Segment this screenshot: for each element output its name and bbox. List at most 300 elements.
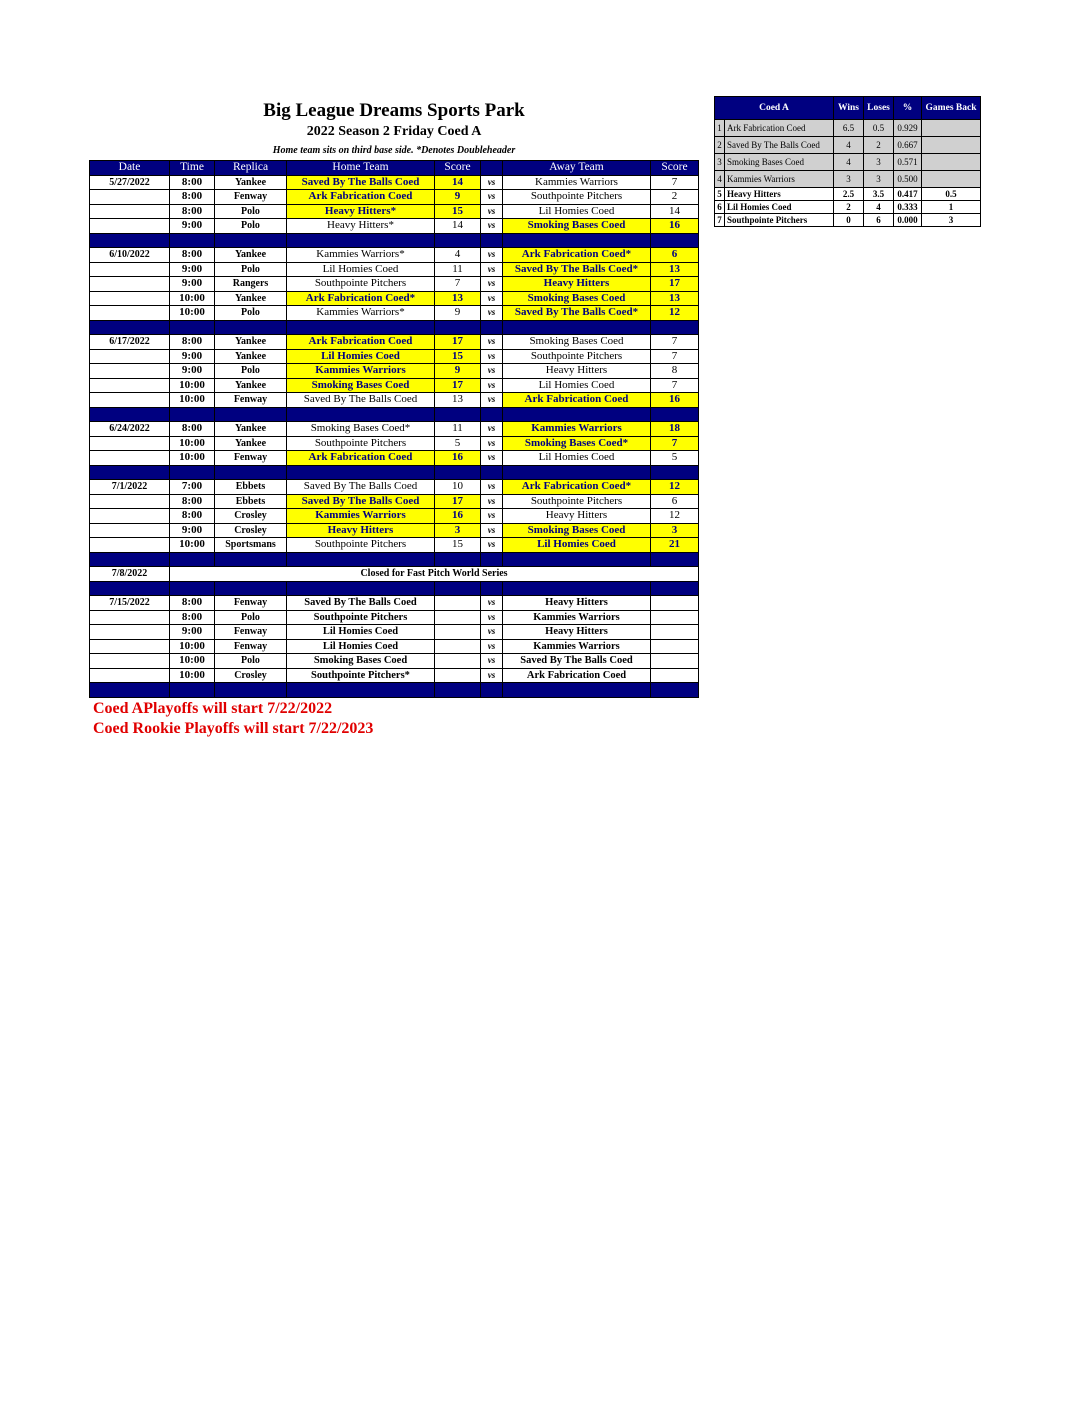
away-team: Lil Homies Coed [503, 378, 651, 393]
game-row [90, 335, 699, 350]
standings-games-back [922, 171, 981, 188]
away-score: 18 [651, 422, 699, 437]
game-date: 5/27/2022 [90, 175, 170, 190]
game-time: 10:00 [170, 393, 215, 408]
away-score: 13 [651, 262, 699, 277]
away-score: 7 [651, 378, 699, 393]
standings-loses: 3.5 [864, 188, 894, 201]
home-team: Lil Homies Coed [287, 625, 435, 640]
separator-cell [287, 233, 435, 248]
playoff-notice-coed-rookie: Coed Rookie Playoffs will start 7/22/2023 [93, 720, 374, 737]
upcoming-game-row [90, 668, 699, 683]
separator-cell [215, 407, 287, 422]
game-time: 10:00 [170, 538, 215, 553]
standings-header-loses: Loses [864, 97, 894, 120]
away-score: 16 [651, 219, 699, 234]
standings-wins: 4 [834, 154, 864, 171]
game-time: 8:00 [170, 335, 215, 350]
home-score: 14 [435, 219, 481, 234]
away-score: 3 [651, 523, 699, 538]
vs-label: vs [481, 480, 503, 495]
away-score: 6 [651, 248, 699, 263]
separator-cell [651, 465, 699, 480]
home-score: 10 [435, 480, 481, 495]
home-score: 16 [435, 509, 481, 524]
standings-games-back [922, 154, 981, 171]
vs-label: vs [481, 277, 503, 292]
separator-cell [481, 320, 503, 335]
vs-label: vs [481, 494, 503, 509]
separator-cell [651, 552, 699, 567]
home-team: Southpointe Pitchers [287, 610, 435, 625]
separator-cell [215, 552, 287, 567]
game-time: 9:00 [170, 349, 215, 364]
vs-label: vs [481, 393, 503, 408]
separator-cell [503, 683, 651, 698]
home-score [435, 668, 481, 683]
game-date [90, 277, 170, 292]
vs-label: vs [481, 291, 503, 306]
game-row [90, 480, 699, 495]
col-header-away-score: Score [651, 161, 699, 176]
home-team: Kammies Warriors* [287, 306, 435, 321]
game-date: 6/17/2022 [90, 335, 170, 350]
closed-row [90, 567, 699, 582]
standings-row [715, 201, 981, 214]
vs-label: vs [481, 219, 503, 234]
game-date [90, 219, 170, 234]
standings-row [715, 188, 981, 201]
game-time: 9:00 [170, 523, 215, 538]
away-team: Ark Fabrication Coed* [503, 480, 651, 495]
standings-games-back: 0.5 [922, 188, 981, 201]
away-score: 17 [651, 277, 699, 292]
separator-cell [215, 683, 287, 698]
game-date: 7/1/2022 [90, 480, 170, 495]
separator-cell [287, 320, 435, 335]
away-score: 8 [651, 364, 699, 379]
vs-label: vs [481, 364, 503, 379]
playoff-notice-coed-a: Coed APlayoffs will start 7/22/2022 [93, 700, 333, 717]
away-team: Heavy Hitters [503, 509, 651, 524]
home-score: 13 [435, 291, 481, 306]
game-replica-field: Yankee [215, 422, 287, 437]
game-row [90, 378, 699, 393]
home-score [435, 596, 481, 611]
standings-games-back [922, 120, 981, 137]
game-date [90, 364, 170, 379]
standings-rank: 3 [715, 154, 725, 171]
game-replica-field: Crosley [215, 668, 287, 683]
col-header-date: Date [90, 161, 170, 176]
separator-cell [90, 320, 170, 335]
standings-team: Lil Homies Coed [725, 201, 834, 214]
game-replica-field: Polo [215, 262, 287, 277]
home-score [435, 639, 481, 654]
standings-table [714, 96, 981, 227]
game-date [90, 262, 170, 277]
game-date [90, 393, 170, 408]
home-team: Heavy Hitters* [287, 204, 435, 219]
game-replica-field: Yankee [215, 248, 287, 263]
closed-date: 7/8/2022 [90, 567, 170, 582]
game-time: 8:00 [170, 204, 215, 219]
standings-loses: 6 [864, 214, 894, 227]
home-team: Lil Homies Coed [287, 349, 435, 364]
home-team: Saved By The Balls Coed [287, 596, 435, 611]
home-score: 17 [435, 335, 481, 350]
home-team: Smoking Bases Coed* [287, 422, 435, 437]
standings-wins: 2.5 [834, 188, 864, 201]
game-date [90, 523, 170, 538]
game-replica-field: Yankee [215, 436, 287, 451]
away-score: 13 [651, 291, 699, 306]
separator-cell [481, 407, 503, 422]
game-time: 10:00 [170, 654, 215, 669]
game-date [90, 668, 170, 683]
separator-cell [481, 683, 503, 698]
home-team: Smoking Bases Coed [287, 378, 435, 393]
vs-label: vs [481, 538, 503, 553]
upcoming-game-row [90, 639, 699, 654]
away-team: Smoking Bases Coed* [503, 436, 651, 451]
schedule-body [90, 175, 699, 697]
game-replica-field: Crosley [215, 509, 287, 524]
away-score: 7 [651, 436, 699, 451]
separator-cell [287, 581, 435, 596]
standings-pct: 0.333 [894, 201, 922, 214]
week-separator-row [90, 233, 699, 248]
game-replica-field: Fenway [215, 625, 287, 640]
game-time: 10:00 [170, 668, 215, 683]
home-score [435, 654, 481, 669]
separator-cell [651, 233, 699, 248]
game-time: 10:00 [170, 436, 215, 451]
separator-cell [651, 407, 699, 422]
away-score [651, 610, 699, 625]
home-team: Heavy Hitters [287, 523, 435, 538]
home-team: Lil Homies Coed [287, 262, 435, 277]
upcoming-game-row [90, 596, 699, 611]
game-replica-field: Fenway [215, 393, 287, 408]
away-score: 7 [651, 335, 699, 350]
game-row [90, 219, 699, 234]
game-replica-field: Yankee [215, 335, 287, 350]
home-score: 17 [435, 378, 481, 393]
away-team: Heavy Hitters [503, 364, 651, 379]
schedule-table [89, 160, 699, 698]
home-team: Kammies Warriors [287, 509, 435, 524]
week-separator-row [90, 552, 699, 567]
week-separator-row [90, 320, 699, 335]
separator-cell [435, 581, 481, 596]
week-separator-row [90, 465, 699, 480]
game-time: 8:00 [170, 248, 215, 263]
away-score: 2 [651, 190, 699, 205]
game-time: 9:00 [170, 219, 215, 234]
away-team: Heavy Hitters [503, 625, 651, 640]
home-team: Southpointe Pitchers [287, 277, 435, 292]
game-row [90, 175, 699, 190]
separator-cell [435, 320, 481, 335]
away-team: Southpointe Pitchers [503, 190, 651, 205]
standings-team: Saved By The Balls Coed [725, 137, 834, 154]
game-row [90, 277, 699, 292]
separator-cell [90, 465, 170, 480]
game-row [90, 451, 699, 466]
standings-loses: 3 [864, 154, 894, 171]
game-time: 8:00 [170, 422, 215, 437]
separator-cell [215, 581, 287, 596]
game-date [90, 451, 170, 466]
separator-cell [170, 465, 215, 480]
standings-rank: 2 [715, 137, 725, 154]
week-separator-row [90, 407, 699, 422]
away-team: Kammies Warriors [503, 175, 651, 190]
vs-label: vs [481, 509, 503, 524]
away-team: Heavy Hitters [503, 596, 651, 611]
away-team: Smoking Bases Coed [503, 335, 651, 350]
standings-rank: 7 [715, 214, 725, 227]
home-score: 9 [435, 306, 481, 321]
home-team: Smoking Bases Coed [287, 654, 435, 669]
separator-cell [287, 552, 435, 567]
game-row [90, 190, 699, 205]
standings-pct: 0.417 [894, 188, 922, 201]
col-header-home-team: Home Team [287, 161, 435, 176]
col-header-time: Time [170, 161, 215, 176]
game-row [90, 523, 699, 538]
away-score [651, 625, 699, 640]
game-row [90, 364, 699, 379]
game-date [90, 204, 170, 219]
game-time: 7:00 [170, 480, 215, 495]
home-score [435, 625, 481, 640]
vs-label: vs [481, 349, 503, 364]
away-score [651, 668, 699, 683]
standings-row [715, 214, 981, 227]
game-row [90, 422, 699, 437]
away-team: Ark Fabrication Coed [503, 393, 651, 408]
standings-loses: 0.5 [864, 120, 894, 137]
page-title: Big League Dreams Sports Park [263, 100, 525, 121]
standings-header-row [715, 97, 981, 120]
standings-header-division: Coed A [715, 97, 834, 120]
game-row [90, 436, 699, 451]
game-date [90, 291, 170, 306]
game-time: 10:00 [170, 306, 215, 321]
game-time: 8:00 [170, 494, 215, 509]
upcoming-game-row [90, 610, 699, 625]
standings-pct: 0.000 [894, 214, 922, 227]
vs-label: vs [481, 625, 503, 640]
home-team: Ark Fabrication Coed [287, 190, 435, 205]
separator-cell [170, 320, 215, 335]
standings-loses: 3 [864, 171, 894, 188]
separator-cell [435, 465, 481, 480]
game-time: 9:00 [170, 277, 215, 292]
home-team: Southpointe Pitchers [287, 436, 435, 451]
game-time: 10:00 [170, 451, 215, 466]
separator-cell [435, 233, 481, 248]
game-date [90, 349, 170, 364]
page-subtitle: 2022 Season 2 Friday Coed A [306, 124, 482, 139]
game-date: 7/15/2022 [90, 596, 170, 611]
schedule-header-row [90, 161, 699, 176]
separator-cell [215, 465, 287, 480]
standings-row [715, 154, 981, 171]
game-replica-field: Fenway [215, 639, 287, 654]
standings-header-pct: % [894, 97, 922, 120]
game-time: 10:00 [170, 291, 215, 306]
separator-cell [90, 581, 170, 596]
upcoming-game-row [90, 625, 699, 640]
game-date [90, 509, 170, 524]
standings-loses: 2 [864, 137, 894, 154]
game-replica-field: Polo [215, 610, 287, 625]
col-header-replica: Replica [215, 161, 287, 176]
home-score: 9 [435, 364, 481, 379]
separator-cell [287, 683, 435, 698]
upcoming-game-row [90, 654, 699, 669]
game-row [90, 248, 699, 263]
separator-cell [503, 465, 651, 480]
away-team: Southpointe Pitchers [503, 349, 651, 364]
game-time: 8:00 [170, 596, 215, 611]
standings-header-wins: Wins [834, 97, 864, 120]
vs-label: vs [481, 422, 503, 437]
standings-pct: 0.667 [894, 137, 922, 154]
standings-wins: 0 [834, 214, 864, 227]
standings-team: Heavy Hitters [725, 188, 834, 201]
away-score: 7 [651, 349, 699, 364]
closed-message: Closed for Fast Pitch World Series [170, 567, 699, 582]
game-replica-field: Sportsmans [215, 538, 287, 553]
game-replica-field: Yankee [215, 291, 287, 306]
standings-rank: 5 [715, 188, 725, 201]
home-team: Southpointe Pitchers [287, 538, 435, 553]
game-row [90, 509, 699, 524]
separator-cell [170, 581, 215, 596]
standings-body [715, 120, 981, 227]
vs-label: vs [481, 596, 503, 611]
home-score: 15 [435, 204, 481, 219]
separator-cell [651, 320, 699, 335]
separator-cell [481, 581, 503, 596]
home-score: 17 [435, 494, 481, 509]
standings-games-back: 1 [922, 201, 981, 214]
away-team: Saved By The Balls Coed* [503, 262, 651, 277]
home-score [435, 610, 481, 625]
vs-label: vs [481, 335, 503, 350]
vs-label: vs [481, 175, 503, 190]
separator-cell [170, 683, 215, 698]
separator-cell [435, 552, 481, 567]
game-row [90, 393, 699, 408]
separator-cell [435, 407, 481, 422]
game-replica-field: Polo [215, 654, 287, 669]
away-score: 5 [651, 451, 699, 466]
vs-label: vs [481, 190, 503, 205]
game-date [90, 494, 170, 509]
standings-rank: 1 [715, 120, 725, 137]
away-team: Southpointe Pitchers [503, 494, 651, 509]
standings-team: Smoking Bases Coed [725, 154, 834, 171]
game-time: 8:00 [170, 509, 215, 524]
col-header-away-team: Away Team [503, 161, 651, 176]
away-team: Lil Homies Coed [503, 538, 651, 553]
separator-cell [503, 581, 651, 596]
standings-team: Southpointe Pitchers [725, 214, 834, 227]
home-team: Ark Fabrication Coed [287, 451, 435, 466]
home-team: Ark Fabrication Coed* [287, 291, 435, 306]
standings-row [715, 137, 981, 154]
separator-cell [481, 552, 503, 567]
away-score: 12 [651, 480, 699, 495]
away-score: 14 [651, 204, 699, 219]
schedule-note: Home team sits on third base side. *Denotes Doubleheader [272, 145, 516, 156]
standings-games-back: 3 [922, 214, 981, 227]
vs-label: vs [481, 248, 503, 263]
separator-cell [170, 552, 215, 567]
away-score: 6 [651, 494, 699, 509]
game-date: 6/24/2022 [90, 422, 170, 437]
game-row [90, 291, 699, 306]
separator-cell [90, 233, 170, 248]
away-score: 16 [651, 393, 699, 408]
game-time: 10:00 [170, 378, 215, 393]
game-replica-field: Fenway [215, 451, 287, 466]
game-replica-field: Yankee [215, 378, 287, 393]
away-team: Lil Homies Coed [503, 451, 651, 466]
standings-wins: 2 [834, 201, 864, 214]
game-time: 9:00 [170, 262, 215, 277]
game-time: 8:00 [170, 610, 215, 625]
away-score: 7 [651, 175, 699, 190]
home-score: 13 [435, 393, 481, 408]
game-replica-field: Polo [215, 219, 287, 234]
game-replica-field: Rangers [215, 277, 287, 292]
home-team: Heavy Hitters* [287, 219, 435, 234]
away-team: Smoking Bases Coed [503, 291, 651, 306]
separator-cell [287, 407, 435, 422]
away-score [651, 596, 699, 611]
game-date [90, 378, 170, 393]
game-time: 8:00 [170, 190, 215, 205]
away-team: Kammies Warriors [503, 422, 651, 437]
game-date [90, 436, 170, 451]
away-team: Ark Fabrication Coed [503, 668, 651, 683]
away-team: Heavy Hitters [503, 277, 651, 292]
home-score: 15 [435, 349, 481, 364]
separator-cell [90, 683, 170, 698]
game-time: 10:00 [170, 639, 215, 654]
standings-wins: 3 [834, 171, 864, 188]
home-score: 4 [435, 248, 481, 263]
home-score: 3 [435, 523, 481, 538]
standings-header-games-back: Games Back [922, 97, 981, 120]
away-score [651, 654, 699, 669]
game-row [90, 538, 699, 553]
vs-label: vs [481, 306, 503, 321]
game-date: 6/10/2022 [90, 248, 170, 263]
week-separator-row [90, 581, 699, 596]
game-time: 9:00 [170, 625, 215, 640]
away-team: Smoking Bases Coed [503, 523, 651, 538]
separator-cell [215, 233, 287, 248]
game-row [90, 349, 699, 364]
home-team: Kammies Warriors* [287, 248, 435, 263]
